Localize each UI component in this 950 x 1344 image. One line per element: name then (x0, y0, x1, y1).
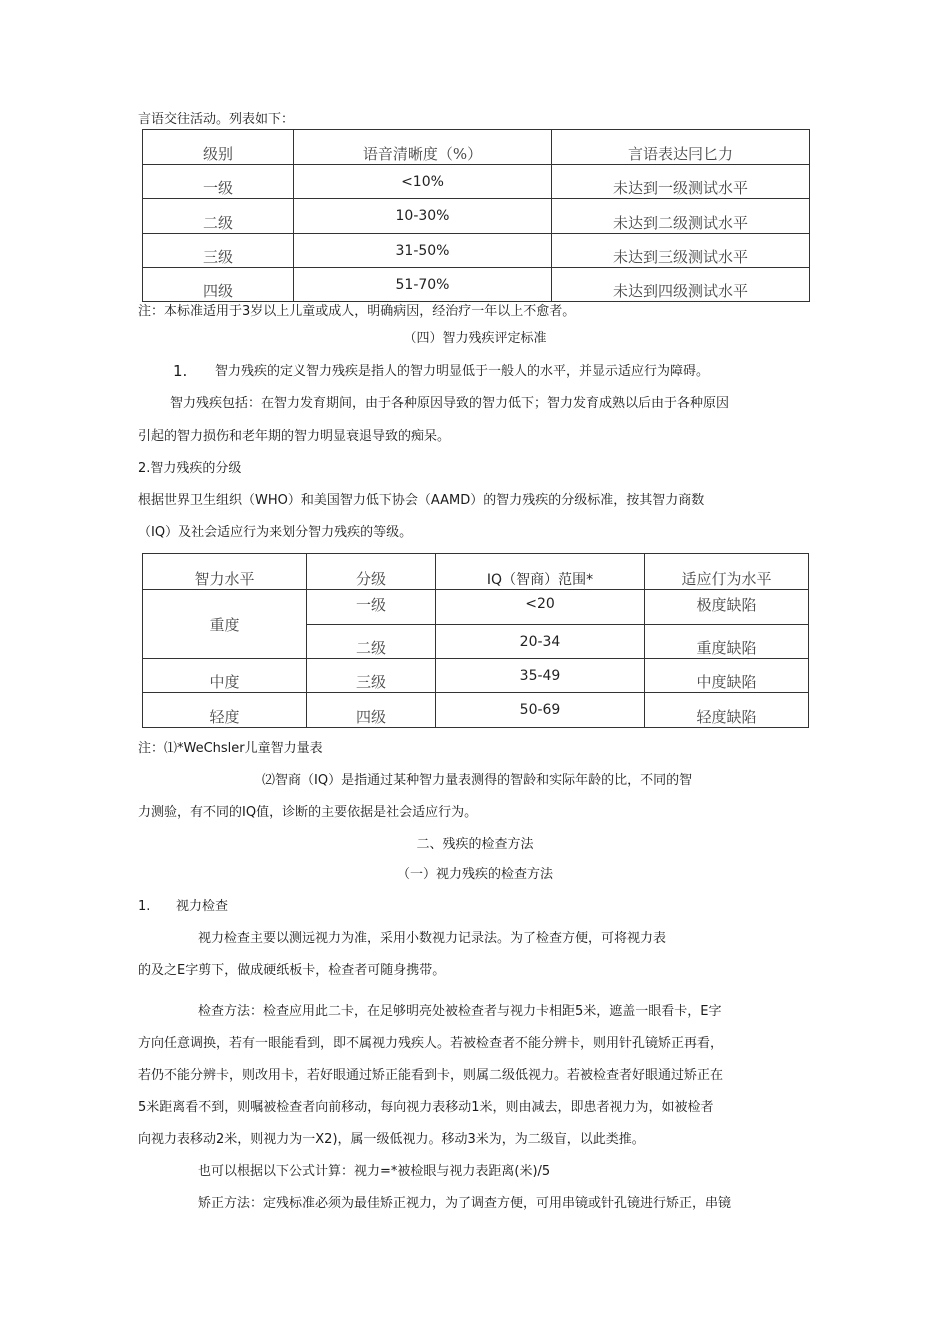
speech-clarity: <10% (294, 165, 552, 199)
speech-level: 二级 (143, 199, 294, 234)
iq-range: 35-49 (436, 659, 645, 693)
iq-level-moderate: 中度 (143, 659, 307, 693)
iq-table-header (143, 554, 809, 590)
speech-level: 一级 (143, 165, 294, 199)
speech-header-level: 级别 (143, 130, 294, 165)
table-row (143, 693, 809, 728)
table-row (143, 199, 810, 234)
paragraph-line: 的及之E字剪下，做成硬纸板卡，检查者可随身携带。 (138, 963, 446, 978)
paragraph-line: 视力检查主要以测远视力为准，采用小数视力记录法。为了检查方便，可将视力表 (198, 931, 667, 946)
iq-level-mild: 轻度 (143, 693, 307, 728)
iq-range: <20 (436, 590, 645, 625)
speech-expression: 未达到一级测试水平 (552, 165, 810, 199)
paragraph-line: 引起的智力损伤和老年期的智力明显衰退导致的痴呆。 (138, 429, 451, 444)
iq-level-severe: 重度 (143, 590, 307, 659)
speech-level-table (142, 129, 810, 302)
item-text: 智力残疾的定义智力残疾是指人的智力明显低于一般人的水平，并显示适应行为障碍。 (215, 364, 710, 379)
iq-grade: 四级 (307, 693, 436, 728)
speech-expression: 未达到四级测试水平 (552, 268, 810, 302)
chapter-title: 二、残疾的检查方法 (416, 837, 534, 852)
speech-table-header (143, 130, 810, 165)
iq-note: 注：⑴*WeChsler儿童智力量表 (138, 741, 323, 756)
item-title: 视力检查 (176, 899, 229, 914)
item-number: 1. (138, 899, 151, 914)
speech-clarity: 10-30% (294, 199, 552, 234)
table-row (143, 165, 810, 199)
method-line: 方向任意调换，若有一眼能看到，即不属视力残疾人。若被检查者不能分辨卡，则用针孔镜矫正再看， (138, 1036, 724, 1051)
iq-range: 50-69 (436, 693, 645, 728)
iq-adapt: 中度缺陷 (645, 659, 809, 693)
speech-header-expression: 言语表达冃匕力 (552, 130, 810, 165)
item-title: 2.智力残疾的分级 (138, 461, 242, 476)
speech-clarity: 31-50% (294, 234, 552, 268)
intro-line: 言语交往活动。列表如下： (138, 112, 295, 127)
speech-level: 四级 (143, 268, 294, 302)
item-number: 1. (173, 362, 188, 380)
paragraph-line: 智力残疾包括：在智力发育期间，由于各种原因导致的智力低下；智力发育成熟以后由于各种原因 (170, 396, 730, 411)
section-title: （一）视力残疾的检查方法 (396, 867, 553, 882)
iq-header-level: 智力水平 (143, 554, 307, 590)
paragraph-line: （IQ）及社会适应行为来划分智力残疾的等级。 (138, 525, 413, 540)
table-row (143, 659, 809, 693)
speech-expression: 未达到三级测试水平 (552, 234, 810, 268)
speech-header-clarity: 语音清晰度（%） (294, 130, 552, 165)
iq-note: ⑵智商（IQ）是指通过某种智力量表测得的智龄和实际年龄的比，不同的智 (262, 773, 693, 788)
method-line: 检查方法：检查应用此二卡，在足够明亮处被检查者与视力卡相距5米，遮盖一眼看卡，E字 (198, 1004, 722, 1019)
iq-level-table (142, 553, 809, 728)
iq-grade: 一级 (307, 590, 436, 625)
method-line: 5米距离看不到，则嘱被检查者向前移动，每向视力表移动1米，则由减去，即患者视力为，如被检者 (138, 1100, 714, 1115)
speech-note: 注：本标准适用于3岁以上儿童或成人，明确病因，经治疗一年以上不愈者。 (138, 304, 576, 319)
table-row (143, 590, 809, 625)
iq-header-adapt: 适应仃为水平 (645, 554, 809, 590)
table-row (143, 268, 810, 302)
paragraph-line: 根据世界卫生组织（WHO）和美国智力低下协会（AAMD）的智力残疾的分级标准，按其智力商数 (138, 493, 705, 508)
correction-line: 矫正方法：定残标准必须为最佳矫正视力，为了调查方便，可用串镜或针孔镜进行矫正，串镜 (198, 1196, 732, 1211)
iq-adapt: 重度缺陷 (645, 625, 809, 659)
method-line: 向视力表移动2米，则视力为一X2)，属一级低视力。移动3米为，为二级盲，以此类推。 (138, 1132, 645, 1147)
iq-header-range: IQ（智商）范围* (436, 554, 645, 590)
iq-adapt: 极度缺陷 (645, 590, 809, 625)
table-row (143, 234, 810, 268)
iq-header-grade: 分级 (307, 554, 436, 590)
speech-level: 三级 (143, 234, 294, 268)
speech-expression: 未达到二级测试水平 (552, 199, 810, 234)
method-line: 若仍不能分辨卡，则改用卡，若好眼通过矫正能看到卡，则属二级低视力。若被检查者好眼通过矫正在 (138, 1068, 724, 1083)
iq-adapt: 轻度缺陷 (645, 693, 809, 728)
iq-grade: 三级 (307, 659, 436, 693)
speech-clarity: 51-70% (294, 268, 552, 302)
iq-grade: 二级 (307, 625, 436, 659)
formula-line: 也可以根据以下公式计算：视力=*被检眼与视力表距离(米)/5 (198, 1164, 551, 1179)
section-title: （四）智力残疾评定标准 (403, 331, 547, 346)
iq-range: 20-34 (436, 625, 645, 659)
iq-note: 力测验，有不同的IQ值，诊断的主要依据是社会适应行为。 (138, 805, 478, 820)
